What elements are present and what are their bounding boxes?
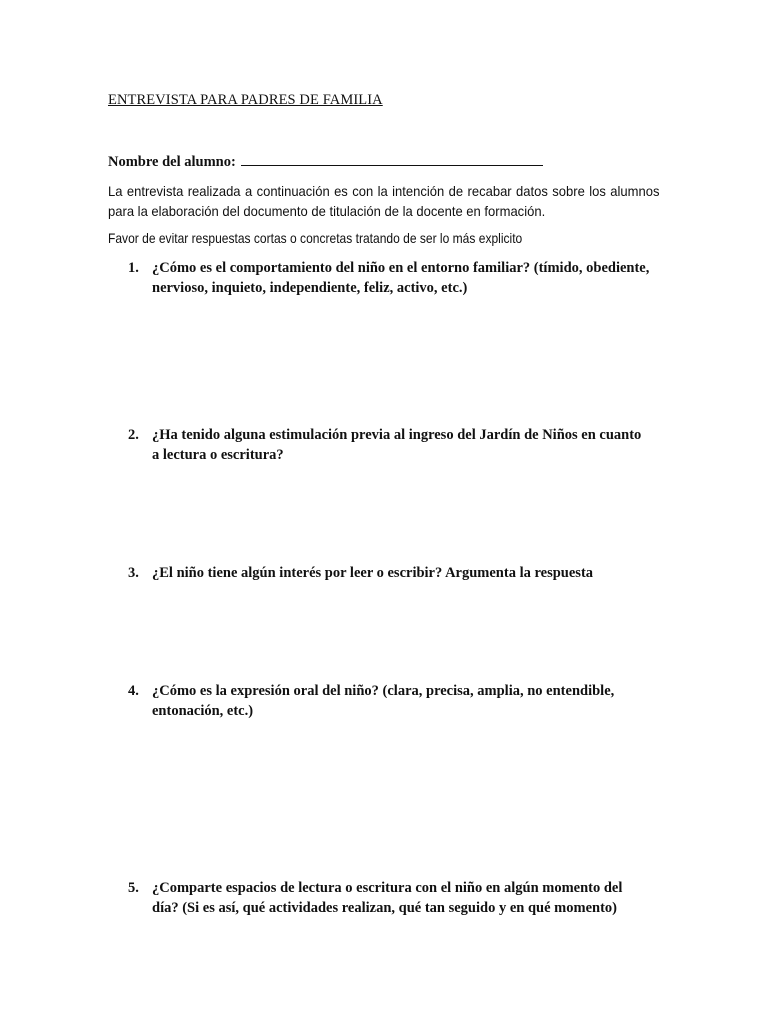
question-text: ¿El niño tiene algún interés por leer o escribir? Argumenta la respuesta xyxy=(152,565,594,581)
document-title: ENTREVISTA PARA PADRES DE FAMILIA xyxy=(108,92,383,108)
question-number: 5. xyxy=(128,880,139,896)
question-text: ¿Cómo es la expresión oral del niño? (clara, precisa, amplia, no entendible, entonación, etc.) xyxy=(152,683,615,719)
question-number: 4. xyxy=(128,683,139,699)
question-text: ¿Cómo es el comportamiento del niño en el entorno familiar? (tímido, obediente, nervioso, inquieto, independiente, feliz, activo, etc.) xyxy=(152,260,650,296)
student-name-blank-line[interactable] xyxy=(241,151,543,166)
student-name-field xyxy=(108,151,543,171)
question-number: 3. xyxy=(128,565,139,581)
question-text: ¿Comparte espacios de lectura o escritura con el niño en algún momento del día? (Si es así, qué actividades realizan, qué tan seguido y en qué momento) xyxy=(152,880,623,916)
question-text: ¿Ha tenido alguna estimulación previa al ingreso del Jardín de Niños en cuanto a lectura o escritura? xyxy=(152,427,642,463)
question-number: 1. xyxy=(128,260,139,276)
question-number: 2. xyxy=(128,427,139,443)
student-name-label: Nombre del alumno: xyxy=(108,154,236,170)
instructions-note: Favor de evitar respuestas cortas o concretas tratando de ser lo más explicito xyxy=(108,230,523,246)
intro-paragraph: La entrevista realizada a continuación es con la intención de recabar datos sobre los alumnos para la elaboración del documento de titulación de la docente en formación. xyxy=(108,183,660,219)
